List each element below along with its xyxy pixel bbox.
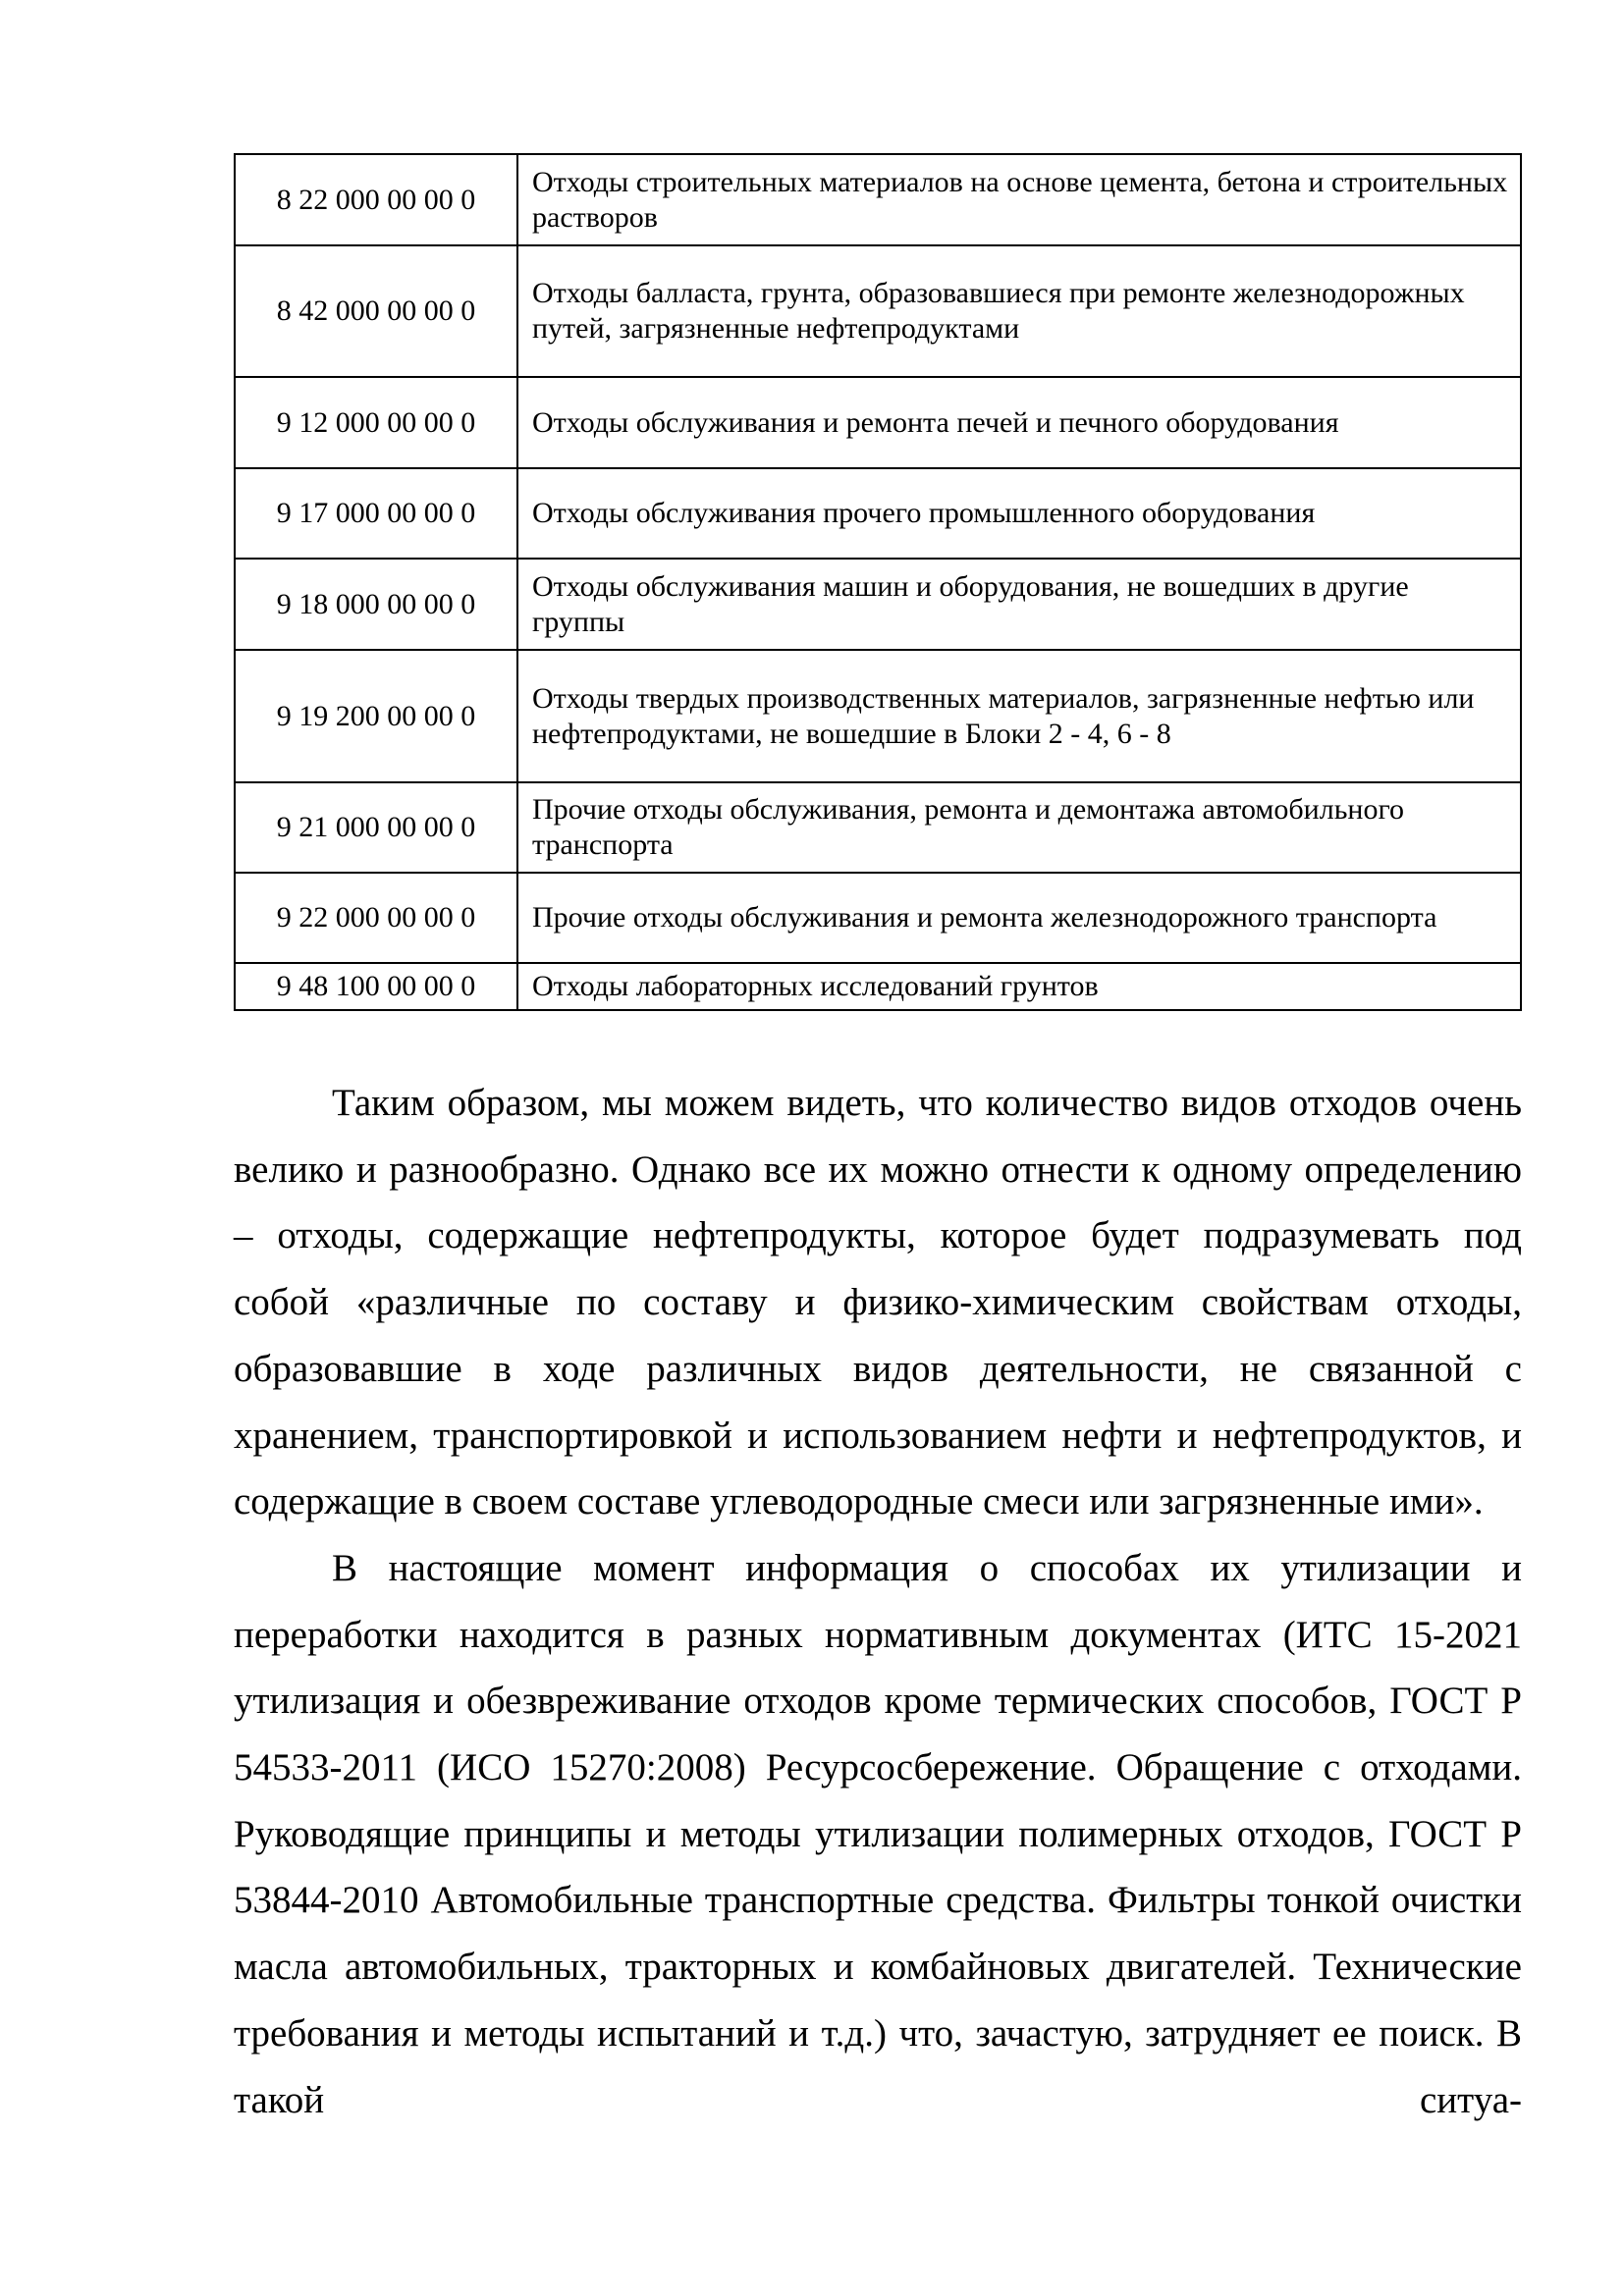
table-row xyxy=(235,245,1521,377)
table-row xyxy=(235,873,1521,963)
waste-code-cell: 9 48 100 00 00 0 xyxy=(235,963,517,1010)
paragraph: Таким образом, мы можем видеть, что количество видов отходов очень велико и разнообразно. Однако все их можно отнести к одному определению – отходы, содержащие нефтепродукты, которое будет подразумевать под собой «различные по составу и физико-химическим свойствам отходы, образовавшие в ходе различных видов деятельности, не связанной с хранением, транспортировкой и использованием нефти и нефтепродуктов, и содержащие в своем составе углеводородные смеси или загрязненные ими». xyxy=(234,1082,1522,1523)
table-row xyxy=(235,650,1521,782)
waste-description-cell: Отходы обслуживания и ремонта печей и печного оборудования xyxy=(517,377,1521,468)
waste-description-cell: Прочие отходы обслуживания, ремонта и демонтажа автомобильного транспорта xyxy=(517,782,1521,873)
waste-description-cell: Отходы обслуживания прочего промышленного оборудования xyxy=(517,468,1521,559)
waste-code-cell: 9 18 000 00 00 0 xyxy=(235,559,517,650)
table-row xyxy=(235,377,1521,468)
table-row xyxy=(235,782,1521,873)
waste-code-cell: 8 22 000 00 00 0 xyxy=(235,154,517,245)
waste-codes-table xyxy=(234,153,1522,1011)
table-row xyxy=(235,154,1521,245)
waste-code-cell: 9 17 000 00 00 0 xyxy=(235,468,517,559)
waste-description-cell: Отходы твердых производственных материалов, загрязненные нефтью или нефтепродуктами, не вошедшие в Блоки 2 - 4, 6 - 8 xyxy=(517,650,1521,782)
waste-description-cell: Отходы балласта, грунта, образовавшиеся при ремонте железнодорожных путей, загрязненные нефтепродуктами xyxy=(517,245,1521,377)
waste-code-cell: 9 22 000 00 00 0 xyxy=(235,873,517,963)
waste-code-cell: 8 42 000 00 00 0 xyxy=(235,245,517,377)
table-row xyxy=(235,468,1521,559)
waste-code-cell: 9 12 000 00 00 0 xyxy=(235,377,517,468)
waste-description-cell: Прочие отходы обслуживания и ремонта железнодорожного транспорта xyxy=(517,873,1521,963)
table-row xyxy=(235,963,1521,1010)
waste-description-cell: Отходы лабораторных исследований грунтов xyxy=(517,963,1521,1010)
waste-description-cell: Отходы обслуживания машин и оборудования, не вошедших в другие группы xyxy=(517,559,1521,650)
waste-code-cell: 9 21 000 00 00 0 xyxy=(235,782,517,873)
paragraph: В настоящие момент информация о способах их утилизации и переработки находится в разных нормативным документах (ИТС 15-2021 утилизация и обезвреживание отходов кроме термических способов, ГОСТ Р 54533-2011 (ИСО 15270:2008) Ресурсосбережение. Обращение с отходами. Руководящие принципы и методы утилизации полимерных отходов, ГОСТ Р 53844-2010 Автомобильные транспортные средства. Фильтры тонкой очистки масла автомобильных, тракторных и комбайновых двигателей. Технические требования и методы испытаний и т.д.) что, зачастую, затрудняет ее поиск. В такой ситуа- xyxy=(234,1546,1522,2121)
waste-code-cell: 9 19 200 00 00 0 xyxy=(235,650,517,782)
table-row xyxy=(235,559,1521,650)
waste-description-cell: Отходы строительных материалов на основе цемента, бетона и строительных растворов xyxy=(517,154,1521,245)
body-text xyxy=(234,1070,1522,2133)
